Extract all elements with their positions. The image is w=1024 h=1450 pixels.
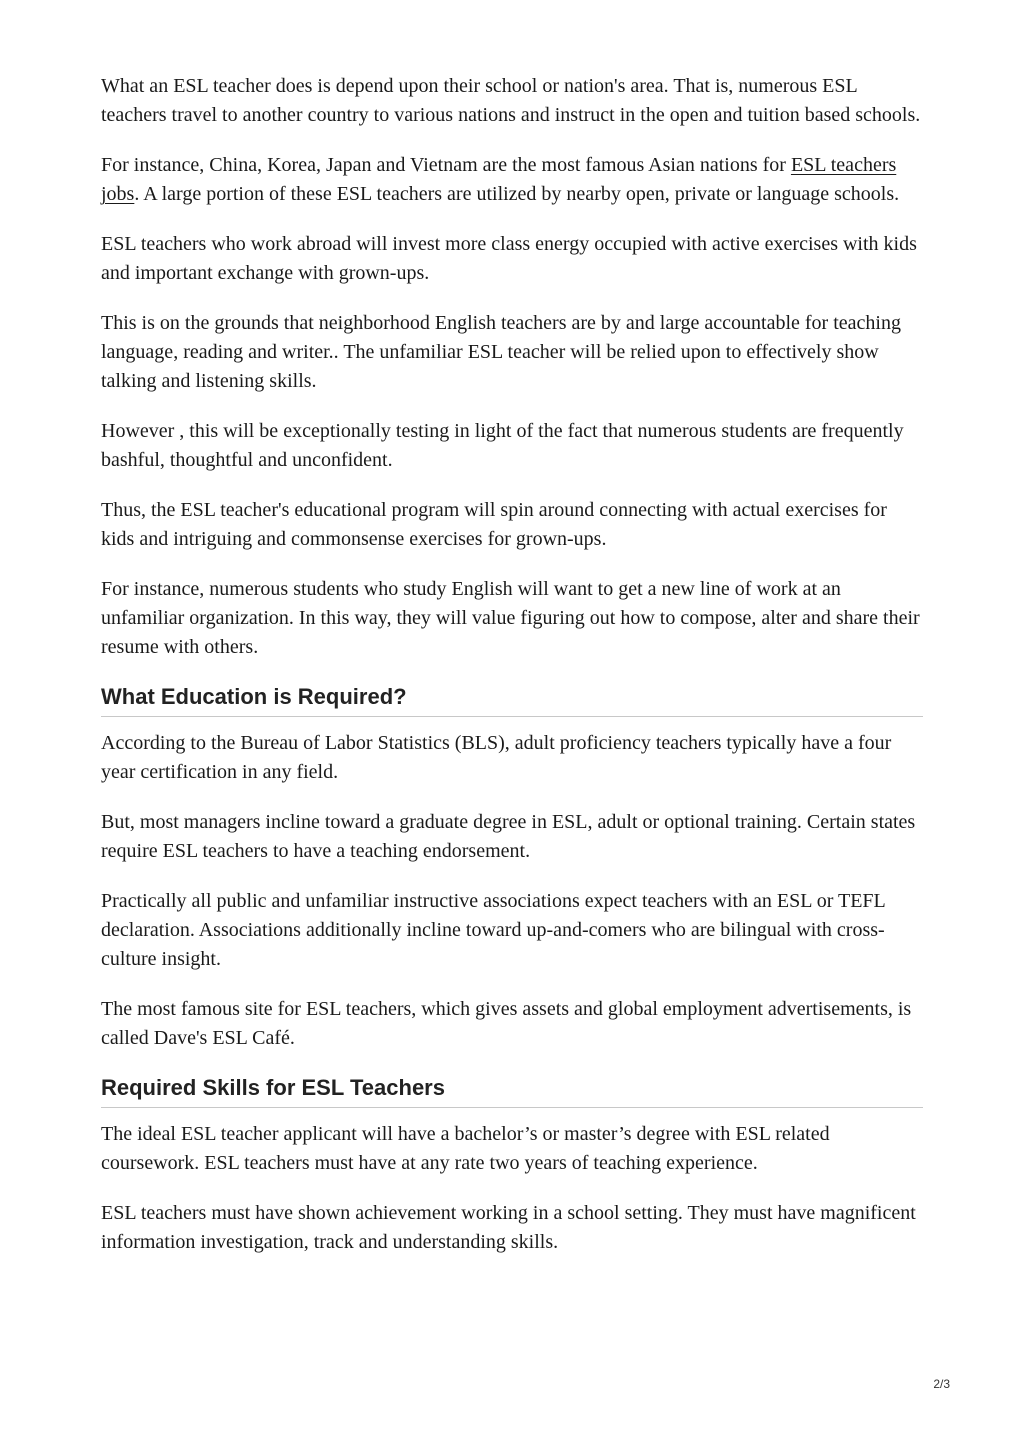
paragraph: According to the Bureau of Labor Statistics (BLS), adult proficiency teachers typically have a four year certification in any field. (101, 732, 892, 783)
section-heading-education: What Education is Required? (101, 684, 923, 717)
paragraph: This is on the grounds that neighborhood English teachers are by and large accountable for teaching language, reading and writer.. The unfamiliar ESL teacher will be relied upon to effectively show talking and listening skills. (101, 312, 901, 392)
paragraph: The ideal ESL teacher applicant will have a bachelor’s or master’s degree with ESL related coursework. ESL teachers must have at any rate two years of teaching experience. (101, 1123, 830, 1174)
paragraph: Practically all public and unfamiliar instructive associations expect teachers with an ESL or TEFL declaration. Associations additionally incline toward up-and-comers who are bilingual with cross-culture insight. (101, 890, 886, 970)
esl-teachers-jobs-link[interactable]: ESL teachers jobs (101, 154, 897, 205)
paragraph: For instance, numerous students who study English will want to get a new line of work at an unfamiliar organization. In this way, they will value figuring out how to compose, alter and share their resume with others. (101, 578, 920, 658)
paragraph: Thus, the ESL teacher's educational program will spin around connecting with actual exercises for kids and intriguing and commonsense exercises for grown-ups. (101, 499, 887, 550)
paragraph (101, 151, 923, 209)
paragraph-text: For instance, China, Korea, Japan and Vietnam are the most famous Asian nations for (101, 154, 791, 176)
page-number: 2/3 (933, 1377, 950, 1391)
paragraph: ESL teachers who work abroad will invest more class energy occupied with active exercises with kids and important exchange with grown-ups. (101, 233, 917, 284)
section-heading-skills: Required Skills for ESL Teachers (101, 1075, 923, 1108)
paragraph: ESL teachers must have shown achievement working in a school setting. They must have magnificent information investigation, track and understanding skills. (101, 1202, 916, 1253)
paragraph: What an ESL teacher does is depend upon their school or nation's area. That is, numerous ESL teachers travel to another country to various nations and instruct in the open and tuition based schools. (101, 75, 921, 126)
paragraph: But, most managers incline toward a graduate degree in ESL, adult or optional training. Certain states require ESL teachers to have a teaching endorsement. (101, 811, 916, 862)
paragraph-text: . A large portion of these ESL teachers are utilized by nearby open, private or language schools. (134, 183, 900, 205)
paragraph: The most famous site for ESL teachers, which gives assets and global employment advertisements, is called Dave's ESL Café. (101, 998, 912, 1049)
article-body (101, 72, 923, 1278)
paragraph: However , this will be exceptionally testing in light of the fact that numerous students are frequently bashful, thoughtful and unconfident. (101, 420, 904, 471)
